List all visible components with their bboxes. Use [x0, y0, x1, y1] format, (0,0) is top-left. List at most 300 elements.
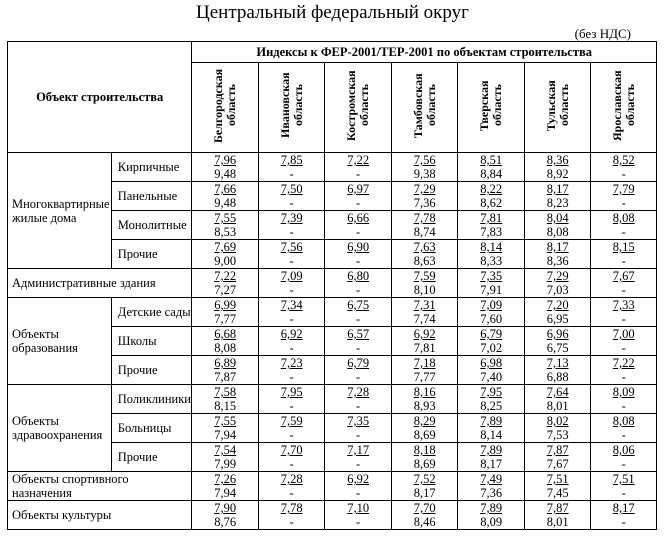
table-row	[8, 298, 657, 327]
index-value-primary: 7,78	[280, 501, 303, 515]
index-value-primary: 7,09	[480, 298, 503, 312]
index-value-primary: 8,52	[612, 153, 635, 167]
table-row	[8, 269, 657, 298]
index-value-primary: 6,89	[214, 356, 237, 370]
index-value-primary: 6,80	[347, 269, 370, 283]
index-value-primary: 7,59	[413, 269, 436, 283]
index-cell	[458, 356, 525, 385]
index-value-secondary: -	[621, 283, 626, 297]
index-value-secondary: -	[289, 341, 294, 355]
index-cell	[524, 472, 591, 501]
index-cell	[192, 153, 259, 182]
index-value-primary: 7,10	[347, 501, 370, 515]
index-cell	[192, 182, 259, 211]
index-value-primary: 7,95	[280, 385, 303, 399]
index-cell	[524, 182, 591, 211]
index-value-secondary: 6,95	[546, 312, 569, 326]
index-value-secondary: 8,69	[413, 428, 436, 442]
index-cell	[458, 269, 525, 298]
index-value-primary: 7,20	[546, 298, 569, 312]
index-value-primary: 7,29	[413, 182, 436, 196]
index-cell	[591, 153, 657, 182]
index-value-secondary: -	[356, 515, 361, 529]
vat-note: (без НДС)	[574, 26, 631, 41]
index-value-primary: 6,79	[480, 327, 503, 341]
index-cell	[524, 414, 591, 443]
index-value-primary: 7,59	[280, 414, 303, 428]
index-cell	[258, 298, 325, 327]
index-value-primary: 6,66	[347, 211, 370, 225]
index-value-primary: 7,89	[480, 414, 503, 428]
index-value-primary: 7,58	[214, 385, 237, 399]
index-value-secondary: -	[621, 486, 626, 500]
index-value-secondary: 8,93	[413, 399, 436, 413]
table-row	[8, 472, 657, 501]
index-cell	[524, 356, 591, 385]
index-value-primary: 7,34	[280, 298, 303, 312]
index-value-secondary: -	[621, 370, 626, 384]
index-value-secondary: 7,03	[546, 283, 569, 297]
index-cell	[591, 182, 657, 211]
index-value-primary: 7,56	[413, 153, 436, 167]
index-value-secondary: -	[621, 312, 626, 326]
index-cell	[258, 153, 325, 182]
index-cell	[258, 356, 325, 385]
index-cell	[258, 472, 325, 501]
index-cell	[458, 211, 525, 240]
index-cell	[591, 385, 657, 414]
index-value-primary: 7,87	[546, 443, 569, 457]
index-value-secondary: 8,69	[413, 457, 436, 471]
index-value-secondary: -	[356, 486, 361, 500]
region-header: Тамбовская область	[391, 63, 458, 153]
subcategory-label: Детские сады	[111, 298, 192, 327]
index-cell	[325, 472, 392, 501]
index-value-primary: 8,06	[612, 443, 635, 457]
index-cell	[458, 298, 525, 327]
index-value-primary: 7,55	[214, 414, 237, 428]
index-cell	[458, 385, 525, 414]
index-value-secondary: 7,02	[480, 341, 503, 355]
index-value-secondary: 8,63	[413, 254, 436, 268]
index-cell	[325, 298, 392, 327]
index-value-secondary: 8,09	[480, 515, 503, 529]
index-value-secondary: 8,10	[413, 283, 436, 297]
index-value-primary: 8,36	[546, 153, 569, 167]
index-value-secondary: -	[621, 341, 626, 355]
index-value-primary: 7,56	[280, 240, 303, 254]
index-value-secondary: 8,74	[413, 225, 436, 239]
index-value-secondary: 8,01	[546, 399, 569, 413]
index-cell	[258, 414, 325, 443]
index-cell	[325, 501, 392, 530]
index-cell	[458, 240, 525, 269]
index-value-secondary: 7,45	[546, 486, 569, 500]
index-cell	[325, 356, 392, 385]
index-cell	[458, 414, 525, 443]
index-cell	[258, 240, 325, 269]
index-cell	[458, 501, 525, 530]
index-value-secondary: 7,87	[214, 370, 237, 384]
index-value-secondary: 7,40	[480, 370, 503, 384]
index-cell	[458, 443, 525, 472]
index-value-primary: 8,14	[480, 240, 503, 254]
index-value-primary: 8,22	[480, 182, 503, 196]
index-cell	[258, 443, 325, 472]
index-value-primary: 7,79	[612, 182, 635, 196]
index-value-primary: 7,96	[214, 153, 237, 167]
index-value-secondary: 7,77	[214, 312, 237, 326]
index-value-secondary: 7,67	[546, 457, 569, 471]
index-value-primary: 8,04	[546, 211, 569, 225]
index-value-primary: 7,35	[347, 414, 370, 428]
header-row-top	[8, 42, 657, 63]
index-value-secondary: -	[356, 225, 361, 239]
index-cell	[391, 414, 458, 443]
region-header: Тверская область	[458, 63, 525, 153]
index-cell	[591, 472, 657, 501]
table-row	[8, 153, 657, 182]
index-value-secondary: 7,60	[480, 312, 503, 326]
index-value-primary: 8,29	[413, 414, 436, 428]
index-value-secondary: -	[621, 225, 626, 239]
index-value-secondary: -	[289, 370, 294, 384]
index-value-secondary: 7,94	[214, 428, 237, 442]
index-value-secondary: -	[356, 283, 361, 297]
index-cell	[258, 385, 325, 414]
subcategory-label: Панельные	[111, 182, 192, 211]
index-value-secondary: 7,83	[480, 225, 503, 239]
index-value-primary: 6,75	[347, 298, 370, 312]
index-cell	[524, 501, 591, 530]
index-value-primary: 7,54	[214, 443, 237, 457]
index-cell	[591, 356, 657, 385]
index-cell	[325, 443, 392, 472]
index-value-primary: 6,97	[347, 182, 370, 196]
index-value-secondary: 8,92	[546, 167, 569, 181]
index-value-primary: 7,28	[280, 472, 303, 486]
index-cell	[258, 501, 325, 530]
index-value-primary: 7,90	[214, 501, 237, 515]
index-value-primary: 6,57	[347, 327, 370, 341]
index-value-secondary: 7,94	[214, 486, 237, 500]
index-value-primary: 6,98	[480, 356, 503, 370]
index-value-primary: 7,70	[413, 501, 436, 515]
index-value-primary: 7,78	[413, 211, 436, 225]
indices-header: Индексы к ФЕР-2001/ТЕР-2001 по объектам строительства	[192, 42, 657, 63]
index-cell	[325, 385, 392, 414]
index-cell	[391, 240, 458, 269]
index-cell	[192, 327, 259, 356]
index-cell	[391, 269, 458, 298]
index-value-secondary: 8,17	[480, 457, 503, 471]
region-header: Белгородская область	[192, 63, 259, 153]
index-cell	[391, 385, 458, 414]
index-value-primary: 7,35	[480, 269, 503, 283]
category-label: Объекты образования	[8, 298, 112, 385]
index-cell	[591, 327, 657, 356]
index-value-primary: 7,70	[280, 443, 303, 457]
table-row	[8, 501, 657, 530]
index-cell	[192, 298, 259, 327]
index-value-secondary: 8,08	[214, 341, 237, 355]
index-cell	[192, 269, 259, 298]
index-cell	[591, 211, 657, 240]
index-value-primary: 7,28	[347, 385, 370, 399]
index-value-primary: 7,67	[612, 269, 635, 283]
index-value-secondary: 8,23	[546, 196, 569, 210]
index-value-primary: 8,17	[546, 182, 569, 196]
index-value-secondary: -	[289, 428, 294, 442]
index-cell	[591, 501, 657, 530]
index-value-primary: 7,55	[214, 211, 237, 225]
index-value-secondary: 8,33	[480, 254, 503, 268]
index-value-primary: 7,95	[480, 385, 503, 399]
index-cell	[391, 443, 458, 472]
index-value-secondary: -	[289, 283, 294, 297]
subcategory-label: Прочие	[111, 240, 192, 269]
index-value-primary: 6,96	[546, 327, 569, 341]
index-cell	[524, 443, 591, 472]
index-value-secondary: -	[356, 254, 361, 268]
index-cell	[524, 298, 591, 327]
index-cell	[258, 327, 325, 356]
index-value-primary: 7,51	[546, 472, 569, 486]
index-value-secondary: 6,75	[546, 341, 569, 355]
category-label: Объекты культуры	[8, 501, 192, 530]
index-cell	[391, 182, 458, 211]
index-value-primary: 7,50	[280, 182, 303, 196]
index-value-secondary: 8,46	[413, 515, 436, 529]
index-value-primary: 7,52	[413, 472, 436, 486]
index-value-secondary: 8,36	[546, 254, 569, 268]
category-label: Объекты здравоохранения	[8, 385, 112, 472]
index-value-primary: 8,15	[612, 240, 635, 254]
index-cell	[192, 385, 259, 414]
index-cell	[391, 211, 458, 240]
index-value-secondary: -	[289, 225, 294, 239]
index-value-secondary: 7,91	[480, 283, 503, 297]
index-cell	[524, 269, 591, 298]
index-cell	[325, 414, 392, 443]
index-value-secondary: -	[356, 312, 361, 326]
index-value-primary: 6,99	[214, 298, 237, 312]
object-header: Объект строительства	[8, 42, 192, 153]
index-value-primary: 7,64	[546, 385, 569, 399]
region-header: Тульская область	[524, 63, 591, 153]
index-value-primary: 7,31	[413, 298, 436, 312]
index-value-secondary: -	[356, 370, 361, 384]
index-value-secondary: 8,53	[214, 225, 237, 239]
index-value-secondary: -	[621, 167, 626, 181]
index-value-primary: 6,90	[347, 240, 370, 254]
index-cell	[458, 327, 525, 356]
index-cell	[591, 240, 657, 269]
subcategory-label: Монолитные	[111, 211, 192, 240]
index-value-primary: 8,16	[413, 385, 436, 399]
index-value-primary: 7,89	[480, 501, 503, 515]
index-cell	[524, 153, 591, 182]
index-cell	[192, 472, 259, 501]
index-value-secondary: 8,01	[546, 515, 569, 529]
index-cell	[391, 327, 458, 356]
index-value-primary: 8,17	[612, 501, 635, 515]
index-value-secondary: -	[356, 167, 361, 181]
index-value-secondary: -	[621, 457, 626, 471]
index-cell	[192, 443, 259, 472]
index-value-secondary: 7,74	[413, 312, 436, 326]
index-value-secondary: -	[289, 457, 294, 471]
index-value-secondary: 9,38	[413, 167, 436, 181]
index-value-secondary: -	[621, 196, 626, 210]
index-cell	[325, 269, 392, 298]
index-value-primary: 6,92	[413, 327, 436, 341]
index-value-secondary: 9,48	[214, 196, 237, 210]
index-value-secondary: 7,77	[413, 370, 436, 384]
index-value-primary: 7,22	[214, 269, 237, 283]
index-value-secondary: 6,88	[546, 370, 569, 384]
index-value-secondary: 8,17	[413, 486, 436, 500]
index-value-primary: 7,69	[214, 240, 237, 254]
index-value-secondary: -	[621, 399, 626, 413]
index-cell	[192, 501, 259, 530]
index-value-primary: 6,92	[347, 472, 370, 486]
index-cell	[325, 153, 392, 182]
index-value-primary: 7,23	[280, 356, 303, 370]
index-cell	[458, 182, 525, 211]
index-value-secondary: -	[621, 515, 626, 529]
index-value-primary: 7,63	[413, 240, 436, 254]
index-value-primary: 6,79	[347, 356, 370, 370]
index-value-primary: 6,92	[280, 327, 303, 341]
index-cell	[591, 414, 657, 443]
index-value-secondary: -	[621, 428, 626, 442]
index-cell	[325, 240, 392, 269]
index-value-primary: 7,00	[612, 327, 635, 341]
index-value-primary: 7,26	[214, 472, 237, 486]
subcategory-label: Кирпичные	[111, 153, 192, 182]
index-value-primary: 6,68	[214, 327, 237, 341]
index-value-secondary: 7,53	[546, 428, 569, 442]
table-row	[8, 385, 657, 414]
index-value-primary: 7,22	[612, 356, 635, 370]
index-cell	[458, 153, 525, 182]
index-value-primary: 7,13	[546, 356, 569, 370]
index-value-primary: 8,08	[612, 211, 635, 225]
index-value-secondary: 8,62	[480, 196, 503, 210]
index-cell	[325, 211, 392, 240]
index-value-primary: 7,33	[612, 298, 635, 312]
index-cell	[192, 240, 259, 269]
index-value-primary: 7,81	[480, 211, 503, 225]
index-cell	[192, 356, 259, 385]
region-header: Ярославская область	[591, 63, 657, 153]
index-value-primary: 8,17	[546, 240, 569, 254]
index-value-primary: 7,17	[347, 443, 370, 457]
subcategory-label: Прочие	[111, 443, 192, 472]
index-cell	[524, 211, 591, 240]
index-value-secondary: 9,48	[214, 167, 237, 181]
index-cell	[458, 472, 525, 501]
price-index-table	[7, 41, 657, 530]
index-value-primary: 8,08	[612, 414, 635, 428]
region-header: Ивановская область	[258, 63, 325, 153]
index-value-secondary: -	[621, 254, 626, 268]
index-cell	[258, 269, 325, 298]
category-label: Административные здания	[8, 269, 192, 298]
index-value-primary: 8,02	[546, 414, 569, 428]
index-value-secondary: -	[289, 167, 294, 181]
index-value-secondary: 8,76	[214, 515, 237, 529]
index-value-primary: 7,39	[280, 211, 303, 225]
index-value-secondary: 7,36	[480, 486, 503, 500]
category-label: Объекты спортивного назначения	[8, 472, 192, 501]
index-cell	[258, 211, 325, 240]
index-cell	[524, 327, 591, 356]
index-cell	[391, 153, 458, 182]
index-cell	[591, 269, 657, 298]
index-value-secondary: -	[289, 515, 294, 529]
index-cell	[391, 501, 458, 530]
index-value-primary: 7,49	[480, 472, 503, 486]
index-value-secondary: 7,81	[413, 341, 436, 355]
index-value-secondary: -	[356, 399, 361, 413]
index-cell	[524, 385, 591, 414]
index-cell	[391, 356, 458, 385]
index-value-secondary: -	[289, 486, 294, 500]
index-value-secondary: -	[356, 457, 361, 471]
index-value-primary: 7,66	[214, 182, 237, 196]
category-label: Многоквартирные жилые дома	[8, 153, 112, 269]
index-cell	[391, 298, 458, 327]
index-value-primary: 7,87	[546, 501, 569, 515]
index-value-secondary: 8,08	[546, 225, 569, 239]
index-cell	[524, 240, 591, 269]
index-value-secondary: -	[289, 399, 294, 413]
index-value-secondary: 8,84	[480, 167, 503, 181]
index-value-primary: 7,29	[546, 269, 569, 283]
index-value-secondary: 7,36	[413, 196, 436, 210]
index-value-primary: 7,09	[280, 269, 303, 283]
index-cell	[192, 414, 259, 443]
index-value-secondary: -	[356, 428, 361, 442]
index-value-primary: 8,51	[480, 153, 503, 167]
subcategory-label: Школы	[111, 327, 192, 356]
index-value-secondary: 8,15	[214, 399, 237, 413]
page-title: Центральный федеральный округ	[196, 2, 469, 23]
subcategory-label: Прочие	[111, 356, 192, 385]
index-cell	[325, 327, 392, 356]
index-value-secondary: -	[289, 254, 294, 268]
index-value-secondary: 8,14	[480, 428, 503, 442]
index-value-primary: 7,18	[413, 356, 436, 370]
index-value-primary: 7,51	[612, 472, 635, 486]
index-value-secondary: 9,00	[214, 254, 237, 268]
index-value-primary: 7,89	[480, 443, 503, 457]
index-cell	[192, 211, 259, 240]
region-header: Костромская область	[325, 63, 392, 153]
subcategory-label: Поликлиники	[111, 385, 192, 414]
subcategory-label: Больницы	[111, 414, 192, 443]
index-cell	[591, 443, 657, 472]
index-cell	[325, 182, 392, 211]
index-value-primary: 8,18	[413, 443, 436, 457]
index-value-secondary: -	[356, 341, 361, 355]
index-cell	[591, 298, 657, 327]
index-cell	[258, 182, 325, 211]
index-value-secondary: -	[289, 312, 294, 326]
index-value-secondary: 7,99	[214, 457, 237, 471]
